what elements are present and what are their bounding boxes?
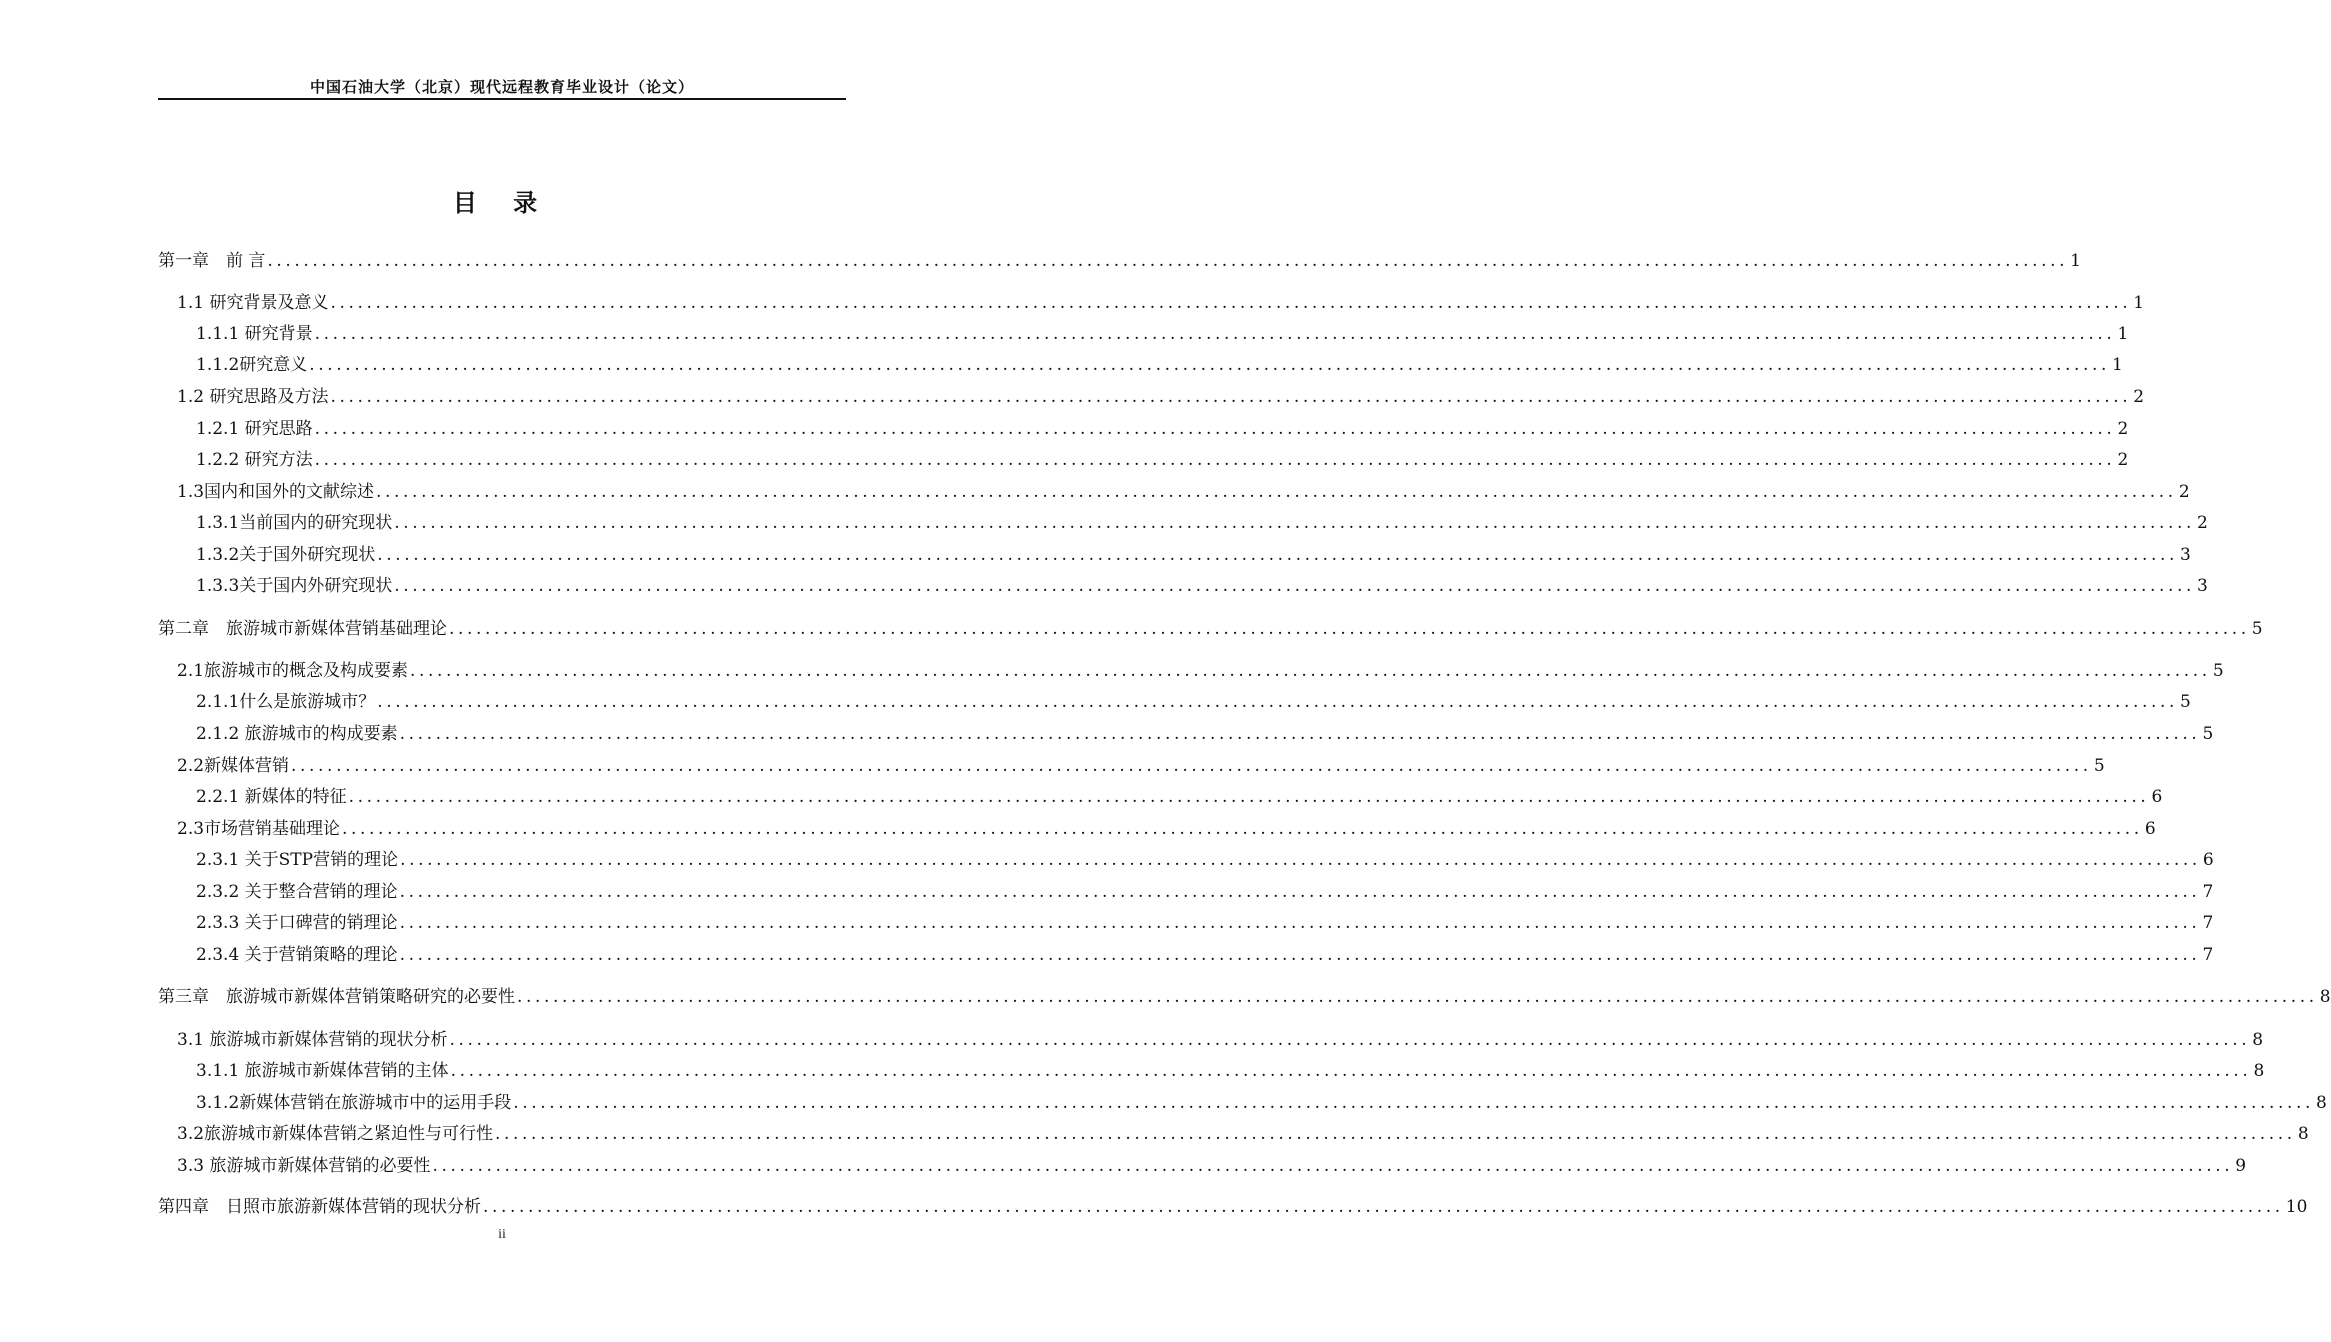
toc-entry[interactable] [196, 1058, 2265, 1084]
toc-entry-title: 1.2.1 研究思路 [196, 419, 313, 439]
toc-leader-dots: ........................................................................................................................................................................................................ [399, 882, 2201, 902]
toc-leader-dots: ........................................................................................................................................................................................................ [449, 1030, 2251, 1050]
toc-entry[interactable] [177, 479, 2190, 505]
toc-entry-title: 2.3.2 关于整合营销的理论 [196, 882, 398, 902]
toc-entry-title: 第一章 前 言 [158, 251, 266, 271]
toc-leader-dots: ........................................................................................................................................................................................................ [399, 724, 2201, 744]
toc-entry-title: 1.3.2关于国外研究现状 [196, 545, 376, 565]
toc-leader-dots: ........................................................................................................................................................................................................ [330, 293, 2132, 313]
toc-title: 目 录 [452, 189, 552, 217]
toc-entry[interactable] [196, 542, 2191, 568]
toc-entry-page: 8 [2316, 1093, 2327, 1113]
toc-entry[interactable] [196, 1090, 2327, 1116]
toc-entry-page: 10 [2285, 1197, 2308, 1217]
toc-entry-page: 5 [2251, 619, 2263, 639]
toc-entry-page: 5 [2093, 756, 2105, 776]
toc-entry-page: 5 [2212, 661, 2224, 681]
toc-entry-title: 1.1.2研究意义 [196, 355, 308, 375]
toc-leader-dots: ........................................................................................................................................................................................................ [517, 987, 2318, 1007]
toc-entry[interactable] [196, 784, 2163, 810]
toc-entry-page: 6 [2144, 819, 2156, 839]
toc-entry-title: 3.1 旅游城市新媒体营销的现状分析 [177, 1030, 448, 1050]
toc-entry-page: 7 [2202, 913, 2214, 933]
toc-leader-dots: ........................................................................................................................................................................................................ [377, 692, 2179, 712]
page-number: ii [498, 1227, 506, 1242]
toc-entry-page: 8 [2297, 1124, 2309, 1144]
toc-entry-title: 2.3.3 关于口碑营的销理论 [196, 913, 398, 933]
toc-leader-dots: ........................................................................................................................................................................................................ [342, 819, 2143, 839]
toc-entry-title: 第二章 旅游城市新媒体营销基础理论 [158, 619, 447, 639]
toc-leader-dots: ........................................................................................................................................................................................................ [483, 1197, 2284, 1217]
toc-entry[interactable] [177, 753, 2105, 779]
toc-entry-title: 第三章 旅游城市新媒体营销策略研究的必要性 [158, 987, 515, 1007]
toc-entry-page: 8 [2253, 1061, 2265, 1081]
toc-entry[interactable] [196, 910, 2214, 936]
toc-entry-page: 7 [2202, 945, 2214, 965]
toc-entry-page: 8 [2319, 987, 2331, 1007]
toc-entry[interactable] [196, 689, 2191, 715]
running-header: 中国石油大学（北京）现代远程教育毕业设计（论文） [309, 78, 694, 96]
toc-leader-dots: ........................................................................................................................................................................................................ [513, 1093, 2315, 1113]
toc-leader-dots: ........................................................................................................................................................................................................ [432, 1156, 2234, 1176]
header-rule [158, 98, 846, 100]
toc-entry[interactable] [196, 447, 2129, 473]
toc-entry[interactable] [196, 847, 2214, 873]
toc-entry-page: 2 [2117, 450, 2129, 470]
toc-entry-page: 2 [2133, 387, 2145, 407]
toc-entry[interactable] [177, 384, 2145, 410]
toc-leader-dots: ........................................................................................................................................................................................................ [314, 324, 2116, 344]
toc-entry-title: 1.3.1当前国内的研究现状 [196, 513, 393, 533]
toc-leader-dots: ........................................................................................................................................................................................................ [330, 387, 2132, 407]
toc-entry-page: 1 [2112, 355, 2123, 375]
toc-entry-title: 2.2新媒体营销 [177, 756, 290, 776]
toc-entry-page: 5 [2180, 692, 2191, 712]
toc-entry-page: 6 [2202, 850, 2214, 870]
toc-entry-title: 1.1 研究背景及意义 [177, 293, 329, 313]
toc-leader-dots: ........................................................................................................................................................................................................ [495, 1124, 2296, 1144]
toc-leader-dots: ........................................................................................................................................................................................................ [309, 355, 2111, 375]
toc-leader-dots: ........................................................................................................................................................................................................ [449, 619, 2250, 639]
toc-leader-dots: ........................................................................................................................................................................................................ [348, 787, 2150, 807]
toc-leader-dots: ........................................................................................................................................................................................................ [314, 450, 2116, 470]
toc-entry-page: 2 [2178, 482, 2190, 502]
toc-entry[interactable] [158, 248, 2081, 274]
toc-entry-title: 3.2旅游城市新媒体营销之紧迫性与可行性 [177, 1124, 494, 1144]
toc-entry-page: 9 [2235, 1156, 2247, 1176]
toc-leader-dots: ........................................................................................................................................................................................................ [377, 545, 2179, 565]
toc-entry-title: 2.3.1 关于STP营销的理论 [196, 850, 399, 870]
toc-entry[interactable] [196, 721, 2214, 747]
toc-entry-title: 3.3 旅游城市新媒体营销的必要性 [177, 1156, 431, 1176]
toc-leader-dots: ........................................................................................................................................................................................................ [394, 513, 2196, 533]
toc-entry-title: 2.1.1什么是旅游城市？ [196, 692, 376, 712]
toc-entry-title: 1.3.3关于国内外研究现状 [196, 576, 393, 596]
toc-entry-title: 1.2 研究思路及方法 [177, 387, 329, 407]
toc-leader-dots: ........................................................................................................................................................................................................ [450, 1061, 2252, 1081]
toc-entry-page: 1 [2133, 293, 2145, 313]
toc-entry-title: 第四章 日照市旅游新媒体营销的现状分析 [158, 1197, 481, 1217]
toc-entry-title: 1.2.2 研究方法 [196, 450, 313, 470]
toc-entry-page: 7 [2202, 882, 2214, 902]
toc-leader-dots: ........................................................................................................................................................................................................ [399, 945, 2201, 965]
toc-entry[interactable] [158, 984, 2331, 1010]
toc-leader-dots: ........................................................................................................................................................................................................ [410, 661, 2211, 681]
toc-entry-title: 3.1.1 旅游城市新媒体营销的主体 [196, 1061, 449, 1081]
toc-entry[interactable] [177, 290, 2145, 316]
toc-leader-dots: ........................................................................................................................................................................................................ [291, 756, 2092, 776]
toc-entry-title: 2.3.4 关于营销策略的理论 [196, 945, 398, 965]
toc-entry[interactable] [177, 658, 2224, 684]
toc-entry[interactable] [196, 352, 2123, 378]
toc-entry[interactable] [158, 616, 2263, 642]
toc-entry-page: 5 [2202, 724, 2214, 744]
toc-leader-dots: ........................................................................................................................................................................................................ [314, 419, 2116, 439]
toc-leader-dots: ........................................................................................................................................................................................................ [400, 850, 2201, 870]
toc-entry-title: 2.3市场营销基础理论 [177, 819, 341, 839]
toc-entry[interactable] [177, 1121, 2309, 1147]
toc-entry[interactable] [196, 573, 2208, 599]
toc-entry-page: 8 [2252, 1030, 2264, 1050]
toc-entry-title: 2.1旅游城市的概念及构成要素 [177, 661, 409, 681]
toc-leader-dots: ........................................................................................................................................................................................................ [267, 251, 2069, 271]
toc-entry-title: 2.1.2 旅游城市的构成要素 [196, 724, 398, 744]
toc-entry[interactable] [196, 879, 2214, 905]
toc-entry-page: 1 [2070, 251, 2081, 271]
toc-entry[interactable] [196, 510, 2208, 536]
toc-leader-dots: ........................................................................................................................................................................................................ [376, 482, 2177, 502]
toc-entry-page: 3 [2180, 545, 2191, 565]
toc-entry-title: 2.2.1 新媒体的特征 [196, 787, 347, 807]
toc-entry-page: 2 [2117, 419, 2129, 439]
toc-entry-title: 3.1.2新媒体营销在旅游城市中的运用手段 [196, 1093, 512, 1113]
toc-entry[interactable] [177, 1027, 2264, 1053]
toc-entry-title: 1.1.1 研究背景 [196, 324, 313, 344]
toc-entry-page: 6 [2151, 787, 2163, 807]
toc-entry-title: 1.3国内和国外的文献综述 [177, 482, 375, 502]
toc-entry-page: 1 [2117, 324, 2129, 344]
toc-leader-dots: ........................................................................................................................................................................................................ [394, 576, 2196, 596]
toc-entry[interactable] [177, 1153, 2247, 1179]
toc-leader-dots: ........................................................................................................................................................................................................ [399, 913, 2201, 933]
toc-entry[interactable] [196, 416, 2129, 442]
toc-entry[interactable] [196, 942, 2214, 968]
toc-entry[interactable] [158, 1194, 2308, 1220]
toc-entry[interactable] [177, 816, 2156, 842]
toc-entry-page: 3 [2197, 576, 2208, 596]
toc-entry-page: 2 [2197, 513, 2208, 533]
toc-entry[interactable] [196, 321, 2129, 347]
